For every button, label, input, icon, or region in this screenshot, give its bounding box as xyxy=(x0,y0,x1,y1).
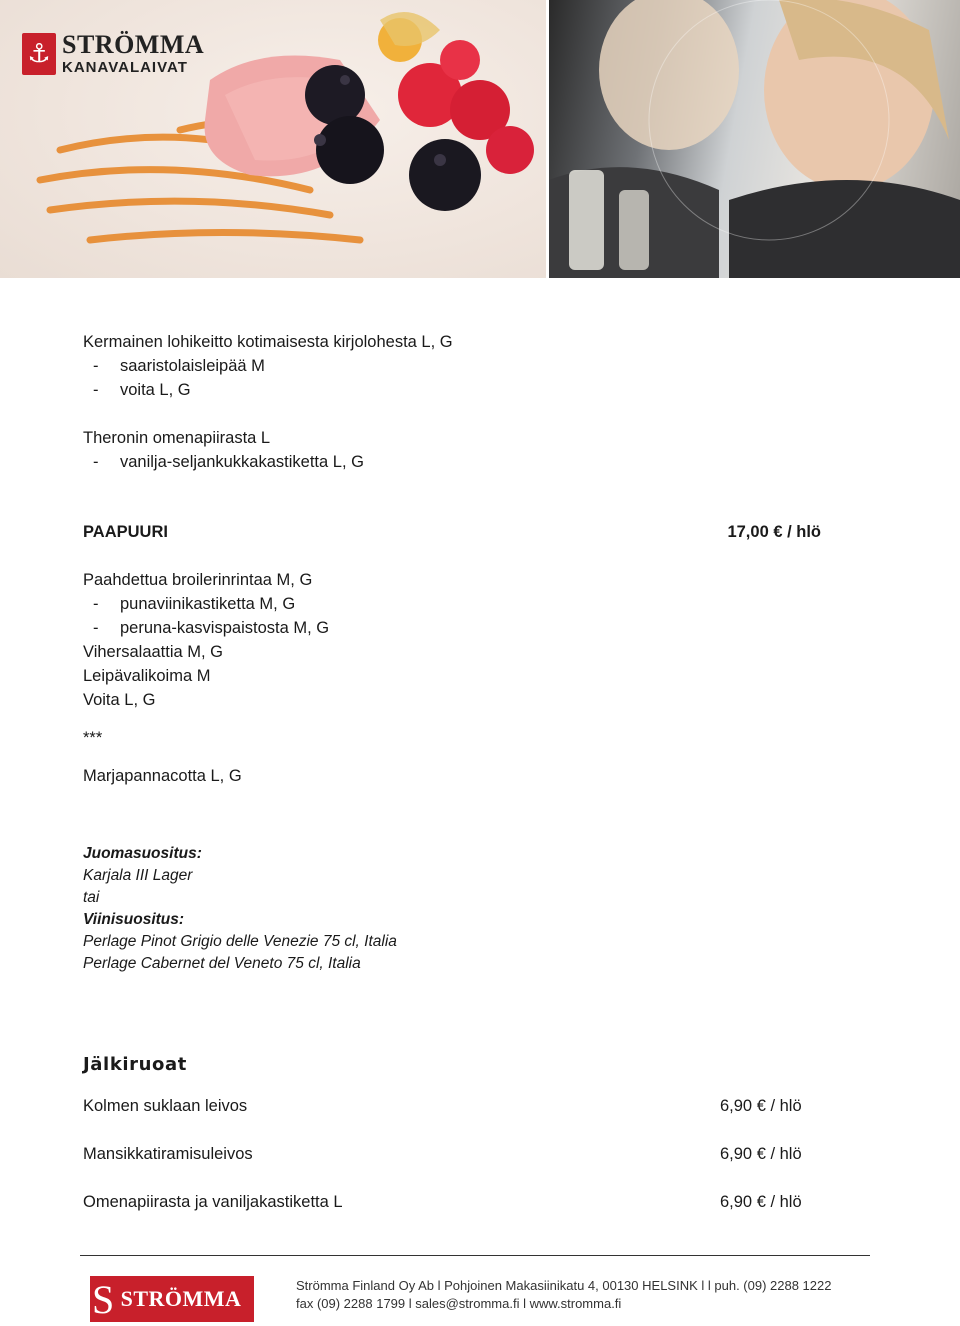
stromma-logo xyxy=(22,32,204,75)
menu-extra: Voita L, G xyxy=(83,691,156,709)
menu-content xyxy=(83,330,843,1214)
menu-item-dessert: Marjapannacotta L, G xyxy=(83,767,242,785)
menu-extra: Vihersalaattia M, G xyxy=(83,643,224,661)
drink-heading: Juomasuositus: xyxy=(83,845,202,862)
paapuuri-price: 17,00 € / hlö xyxy=(727,523,821,541)
menu-item-main: Paahdettua broilerinrintaa M, G xyxy=(83,571,313,589)
wine-heading: Viinisuositus: xyxy=(83,911,185,928)
dessert-name: Mansikkatiramisuleivos xyxy=(83,1145,253,1163)
s-mark-icon: S xyxy=(92,1277,115,1322)
menu-item-soup: Kermainen lohikeitto kotimaisesta kirjolohesta L, G xyxy=(83,333,453,351)
drink-or: tai xyxy=(83,889,100,906)
header-photos xyxy=(0,0,960,280)
footer-logo xyxy=(90,1276,254,1322)
dessert-row xyxy=(83,1142,843,1166)
logo-name: STRÖMMA xyxy=(62,30,205,59)
footer-divider xyxy=(80,1255,870,1256)
menu-side: - saaristolaisleipää M xyxy=(93,357,265,375)
guests-photo xyxy=(549,0,960,278)
menu-side: - peruna-kasvispaistosta M, G xyxy=(93,619,330,637)
menu-item-pie: Theronin omenapiirasta L xyxy=(83,429,271,447)
dessert-row xyxy=(83,1190,843,1214)
section-title-desserts: Jälkiruoat xyxy=(83,1054,187,1075)
anchor-icon: ⚓ xyxy=(22,33,56,75)
dessert-price: 6,90 € / hlö xyxy=(720,1097,802,1115)
separator: *** xyxy=(83,729,103,747)
footer-address: Strömma Finland Oy Ab l Pohjoinen Makasiinikatu 4, 00130 HELSINK l l puh. (09) 2288 1222 xyxy=(296,1278,832,1293)
wine-recommendation: Perlage Pinot Grigio delle Venezie 75 cl, Italia xyxy=(83,933,397,950)
menu-side: - voita L, G xyxy=(93,381,191,399)
menu-extra: Leipävalikoima M xyxy=(83,667,211,685)
dessert-row xyxy=(83,1094,843,1118)
drink-recommendation: Karjala III Lager xyxy=(83,867,193,884)
paapuuri-header xyxy=(83,520,843,544)
logo-subtitle: KANAVALAIVAT xyxy=(62,59,188,76)
dessert-price: 6,90 € / hlö xyxy=(720,1193,802,1211)
menu-side: - vanilja-seljankukkakastiketta L, G xyxy=(93,453,364,471)
dessert-price: 6,90 € / hlö xyxy=(720,1145,802,1163)
dessert-name: Omenapiirasta ja vaniljakastiketta L xyxy=(83,1193,343,1211)
menu-side: - punaviinikastiketta M, G xyxy=(93,595,296,613)
footer-logo-text: STRÖMMA xyxy=(120,1286,242,1311)
footer-contact xyxy=(296,1277,831,1313)
footer-contact-info: fax (09) 2288 1799 l sales@stromma.fi l www.stromma.fi xyxy=(296,1296,622,1311)
section-title-paapuuri: PAAPUURI xyxy=(83,523,168,541)
wine-recommendation: Perlage Cabernet del Veneto 75 cl, Italia xyxy=(83,955,361,972)
dessert-name: Kolmen suklaan leivos xyxy=(83,1097,248,1115)
